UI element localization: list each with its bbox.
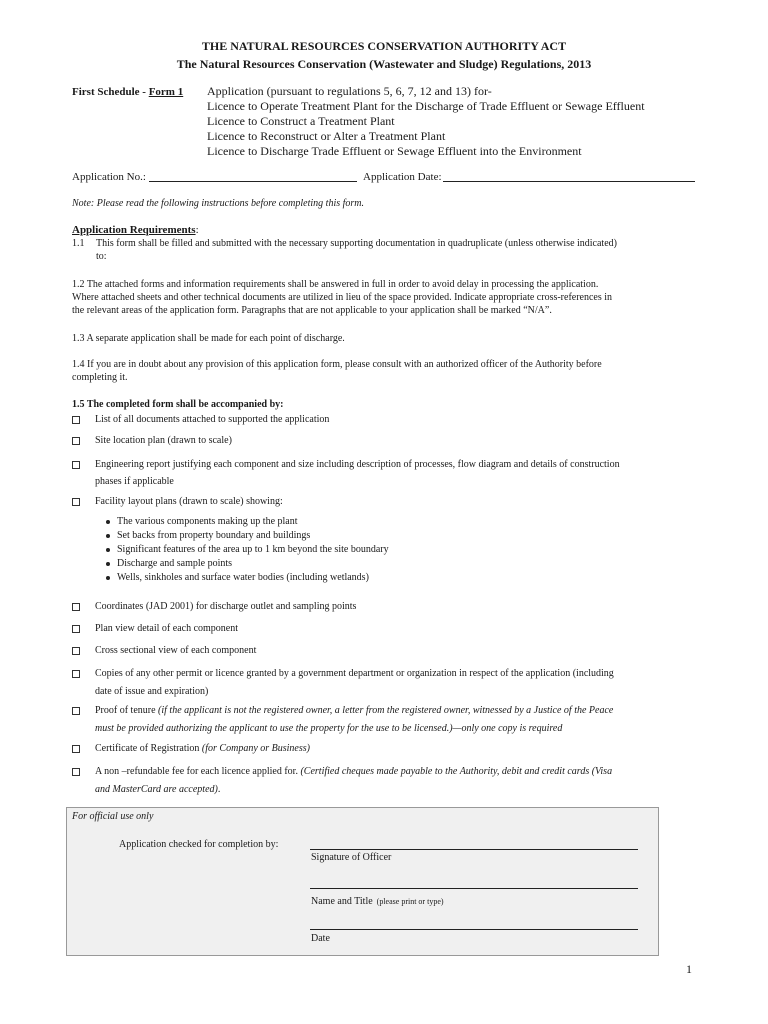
checklist-item: Facility layout plans (drawn to scale) showing: (95, 496, 283, 507)
req-1-1-text: This form shall be filled and submitted with the necessary supporting documentation in quadruplicate (unless otherwise indicated) (96, 238, 617, 249)
licence-type: Licence to Construct a Treatment Plant (207, 114, 395, 128)
req-1-2-text: 1.2 The attached forms and information requirements shall be answered in full in order to avoid delay in processing the application. (72, 279, 599, 290)
checklist-item: Engineering report justifying each component and size including description of processes, flow diagram and details of construction (95, 459, 620, 470)
form-label: Form 1 (148, 86, 184, 98)
licence-type: Licence to Operate Treatment Plant for the Discharge of Trade Effluent or Sewage Effluent (207, 99, 645, 113)
checkbox[interactable] (72, 745, 80, 753)
accompanied-heading: 1.5 The completed form shall be accompanied by: (72, 399, 284, 410)
application-no-field[interactable] (149, 181, 357, 182)
bullet-item: Wells, sinkholes and surface water bodies (including wetlands) (117, 572, 369, 583)
application-no-label: Application No.: (72, 171, 146, 183)
bullet-item: Set backs from property boundary and buildings (117, 530, 311, 541)
checkbox[interactable] (72, 670, 80, 678)
req-1-4-text-cont: completing it. (72, 372, 128, 383)
checklist-item-cont: phases if applicable (95, 476, 174, 487)
checklist-item: Copies of any other permit or licence granted by a government department or organization in respect of the application (including (95, 668, 614, 679)
bullet-item: Significant features of the area up to 1 km beyond the site boundary (117, 544, 389, 555)
checkbox[interactable] (72, 707, 80, 715)
req-1-3-text: 1.3 A separate application shall be made for each point of discharge. (72, 333, 345, 344)
application-date-field[interactable] (443, 181, 695, 182)
schedule-label: First Schedule - Form 1 (72, 86, 184, 98)
tenure-item: Proof of tenure (if the applicant is not the registered owner, a letter from the registered owner, witnessed by a Justice of the Peace (95, 705, 614, 716)
checkbox[interactable] (72, 625, 80, 633)
page-number: 1 (686, 962, 692, 976)
official-use-heading: For official use only (72, 811, 154, 822)
date-field[interactable] (310, 929, 638, 930)
bullet-icon (106, 534, 110, 538)
req-1-1-number: 1.1 (72, 238, 85, 249)
bullet-icon (106, 562, 110, 566)
checkbox[interactable] (72, 416, 80, 424)
req-1-2-text-cont: Where attached sheets and other technical documents are utilized in lieu of the space provided. Indicate appropriate cross-references in (72, 292, 613, 303)
requirements-heading: Application Requirements: (72, 224, 199, 236)
checkbox[interactable] (72, 603, 80, 611)
checkbox[interactable] (72, 768, 80, 776)
checkbox[interactable] (72, 647, 80, 655)
date-label: Date (311, 933, 330, 944)
checkbox[interactable] (72, 461, 80, 469)
checklist-item-cont: date of issue and expiration) (95, 686, 209, 697)
checkbox[interactable] (72, 498, 80, 506)
licence-type: Licence to Discharge Trade Effluent or Sewage Effluent into the Environment (207, 144, 582, 158)
checklist-item: Coordinates (JAD 2001) for discharge outlet and sampling points (95, 601, 357, 612)
bullet-icon (106, 576, 110, 580)
req-1-2-text-cont: the relevant areas of the application form. Paragraphs that are not applicable to your application shall be marked “N/A”. (72, 305, 552, 316)
official-use-box (66, 807, 659, 956)
req-1-1-text-cont: to: (96, 251, 107, 262)
bullet-icon (106, 548, 110, 552)
fee-item: A non –refundable fee for each licence applied for. (Certified cheques made payable to the Authority, debit and credit cards (Visa (95, 766, 613, 777)
req-1-4-text: 1.4 If you are in doubt about any provision of this application form, please consult with an authorized officer of the Authority before (72, 359, 602, 370)
fee-item-cont: and MasterCard are accepted). (95, 784, 221, 795)
regulations-title: The Natural Resources Conservation (Wastewater and Sludge) Regulations, 2013 (176, 57, 592, 71)
note: Note: Please read the following instructions before completing this form. (72, 198, 365, 209)
tenure-item-cont: must be provided authorizing the applicant to use the property for the use to be licensed.)—only one copy is required (95, 723, 563, 734)
bullet-item: The various components making up the plant (117, 516, 298, 527)
checklist-item: Plan view detail of each component (95, 623, 239, 634)
bullet-icon (106, 520, 110, 524)
bullet-item: Discharge and sample points (117, 558, 233, 569)
checklist-item: Site location plan (drawn to scale) (95, 435, 232, 446)
signature-label: Signature of Officer (311, 852, 392, 863)
name-title-label: Name and Title (please print or type) (311, 896, 444, 907)
signature-field[interactable] (310, 849, 638, 850)
application-date-label: Application Date: (363, 171, 442, 183)
checklist-item: Cross sectional view of each component (95, 645, 257, 656)
name-title-field[interactable] (310, 888, 638, 889)
act-title: THE NATURAL RESOURCES CONSERVATION AUTHORITY ACT (201, 39, 567, 53)
licence-type: Licence to Reconstruct or Alter a Treatment Plant (207, 129, 446, 143)
checkbox[interactable] (72, 437, 80, 445)
application-line: Application (pursuant to regulations 5, 6, 7, 12 and 13) for- (207, 84, 492, 98)
registration-item: Certificate of Registration (for Company or Business) (95, 743, 310, 754)
checklist-item: List of all documents attached to supported the application (95, 414, 330, 425)
checked-by-label: Application checked for completion by: (119, 839, 279, 850)
